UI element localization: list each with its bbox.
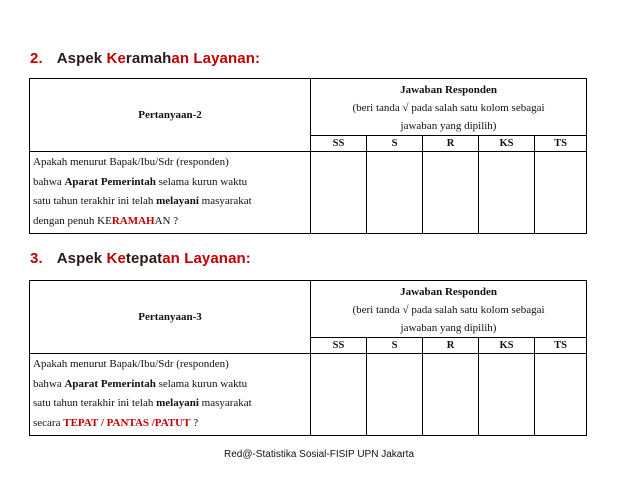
question-table-ketepatan	[29, 280, 587, 436]
question-text: Apakah menurut Bapak/Ibu/Sdr (responden) bahwa Aparat Pemerintah selama kurun waktu satu tahun terakhir ini telah melayani masyarakat secara TEPAT / PANTAS /PATUT ?	[30, 354, 311, 436]
option-ss: SS	[311, 136, 367, 152]
option-s: S	[367, 338, 423, 354]
answer-cell-s[interactable]	[367, 152, 423, 234]
answer-cell-ks[interactable]	[479, 152, 535, 234]
option-ks: KS	[479, 338, 535, 354]
question-table-keramahan	[29, 78, 587, 234]
option-ss: SS	[311, 338, 367, 354]
option-r: R	[423, 136, 479, 152]
answer-cell-ss[interactable]	[311, 354, 367, 436]
section-heading-ketepatan: 3. Aspek Ketepatan Layanan:	[30, 250, 251, 267]
option-ts: TS	[535, 338, 587, 354]
answer-cell-r[interactable]	[423, 354, 479, 436]
section-number: 3.	[30, 250, 43, 267]
answer-cell-ss[interactable]	[311, 152, 367, 234]
section-number: 2.	[30, 50, 43, 67]
answer-cell-r[interactable]	[423, 152, 479, 234]
option-ts: TS	[535, 136, 587, 152]
option-s: S	[367, 136, 423, 152]
option-r: R	[423, 338, 479, 354]
option-ks: KS	[479, 136, 535, 152]
question-text: Apakah menurut Bapak/Ibu/Sdr (responden) bahwa Aparat Pemerintah selama kurun waktu satu tahun terakhir ini telah melayani masyarakat dengan penuh KERAMAHAN ?	[30, 152, 311, 234]
question-header: Pertanyaan-3	[30, 281, 311, 354]
answer-cell-ts[interactable]	[535, 354, 587, 436]
answer-cell-ts[interactable]	[535, 152, 587, 234]
answer-cell-ks[interactable]	[479, 354, 535, 436]
section-heading-keramahan: 2. Aspek Keramahan Layanan:	[30, 50, 261, 67]
answer-header: Jawaban Responden (beri tanda √ pada salah satu kolom sebagai jawaban yang dipilih)	[311, 281, 587, 338]
answer-header: Jawaban Responden (beri tanda √ pada salah satu kolom sebagai jawaban yang dipilih)	[311, 79, 587, 136]
page-footer: Red@-Statistika Sosial-FISIP UPN Jakarta	[223, 449, 415, 460]
question-header: Pertanyaan-2	[30, 79, 311, 152]
answer-cell-s[interactable]	[367, 354, 423, 436]
